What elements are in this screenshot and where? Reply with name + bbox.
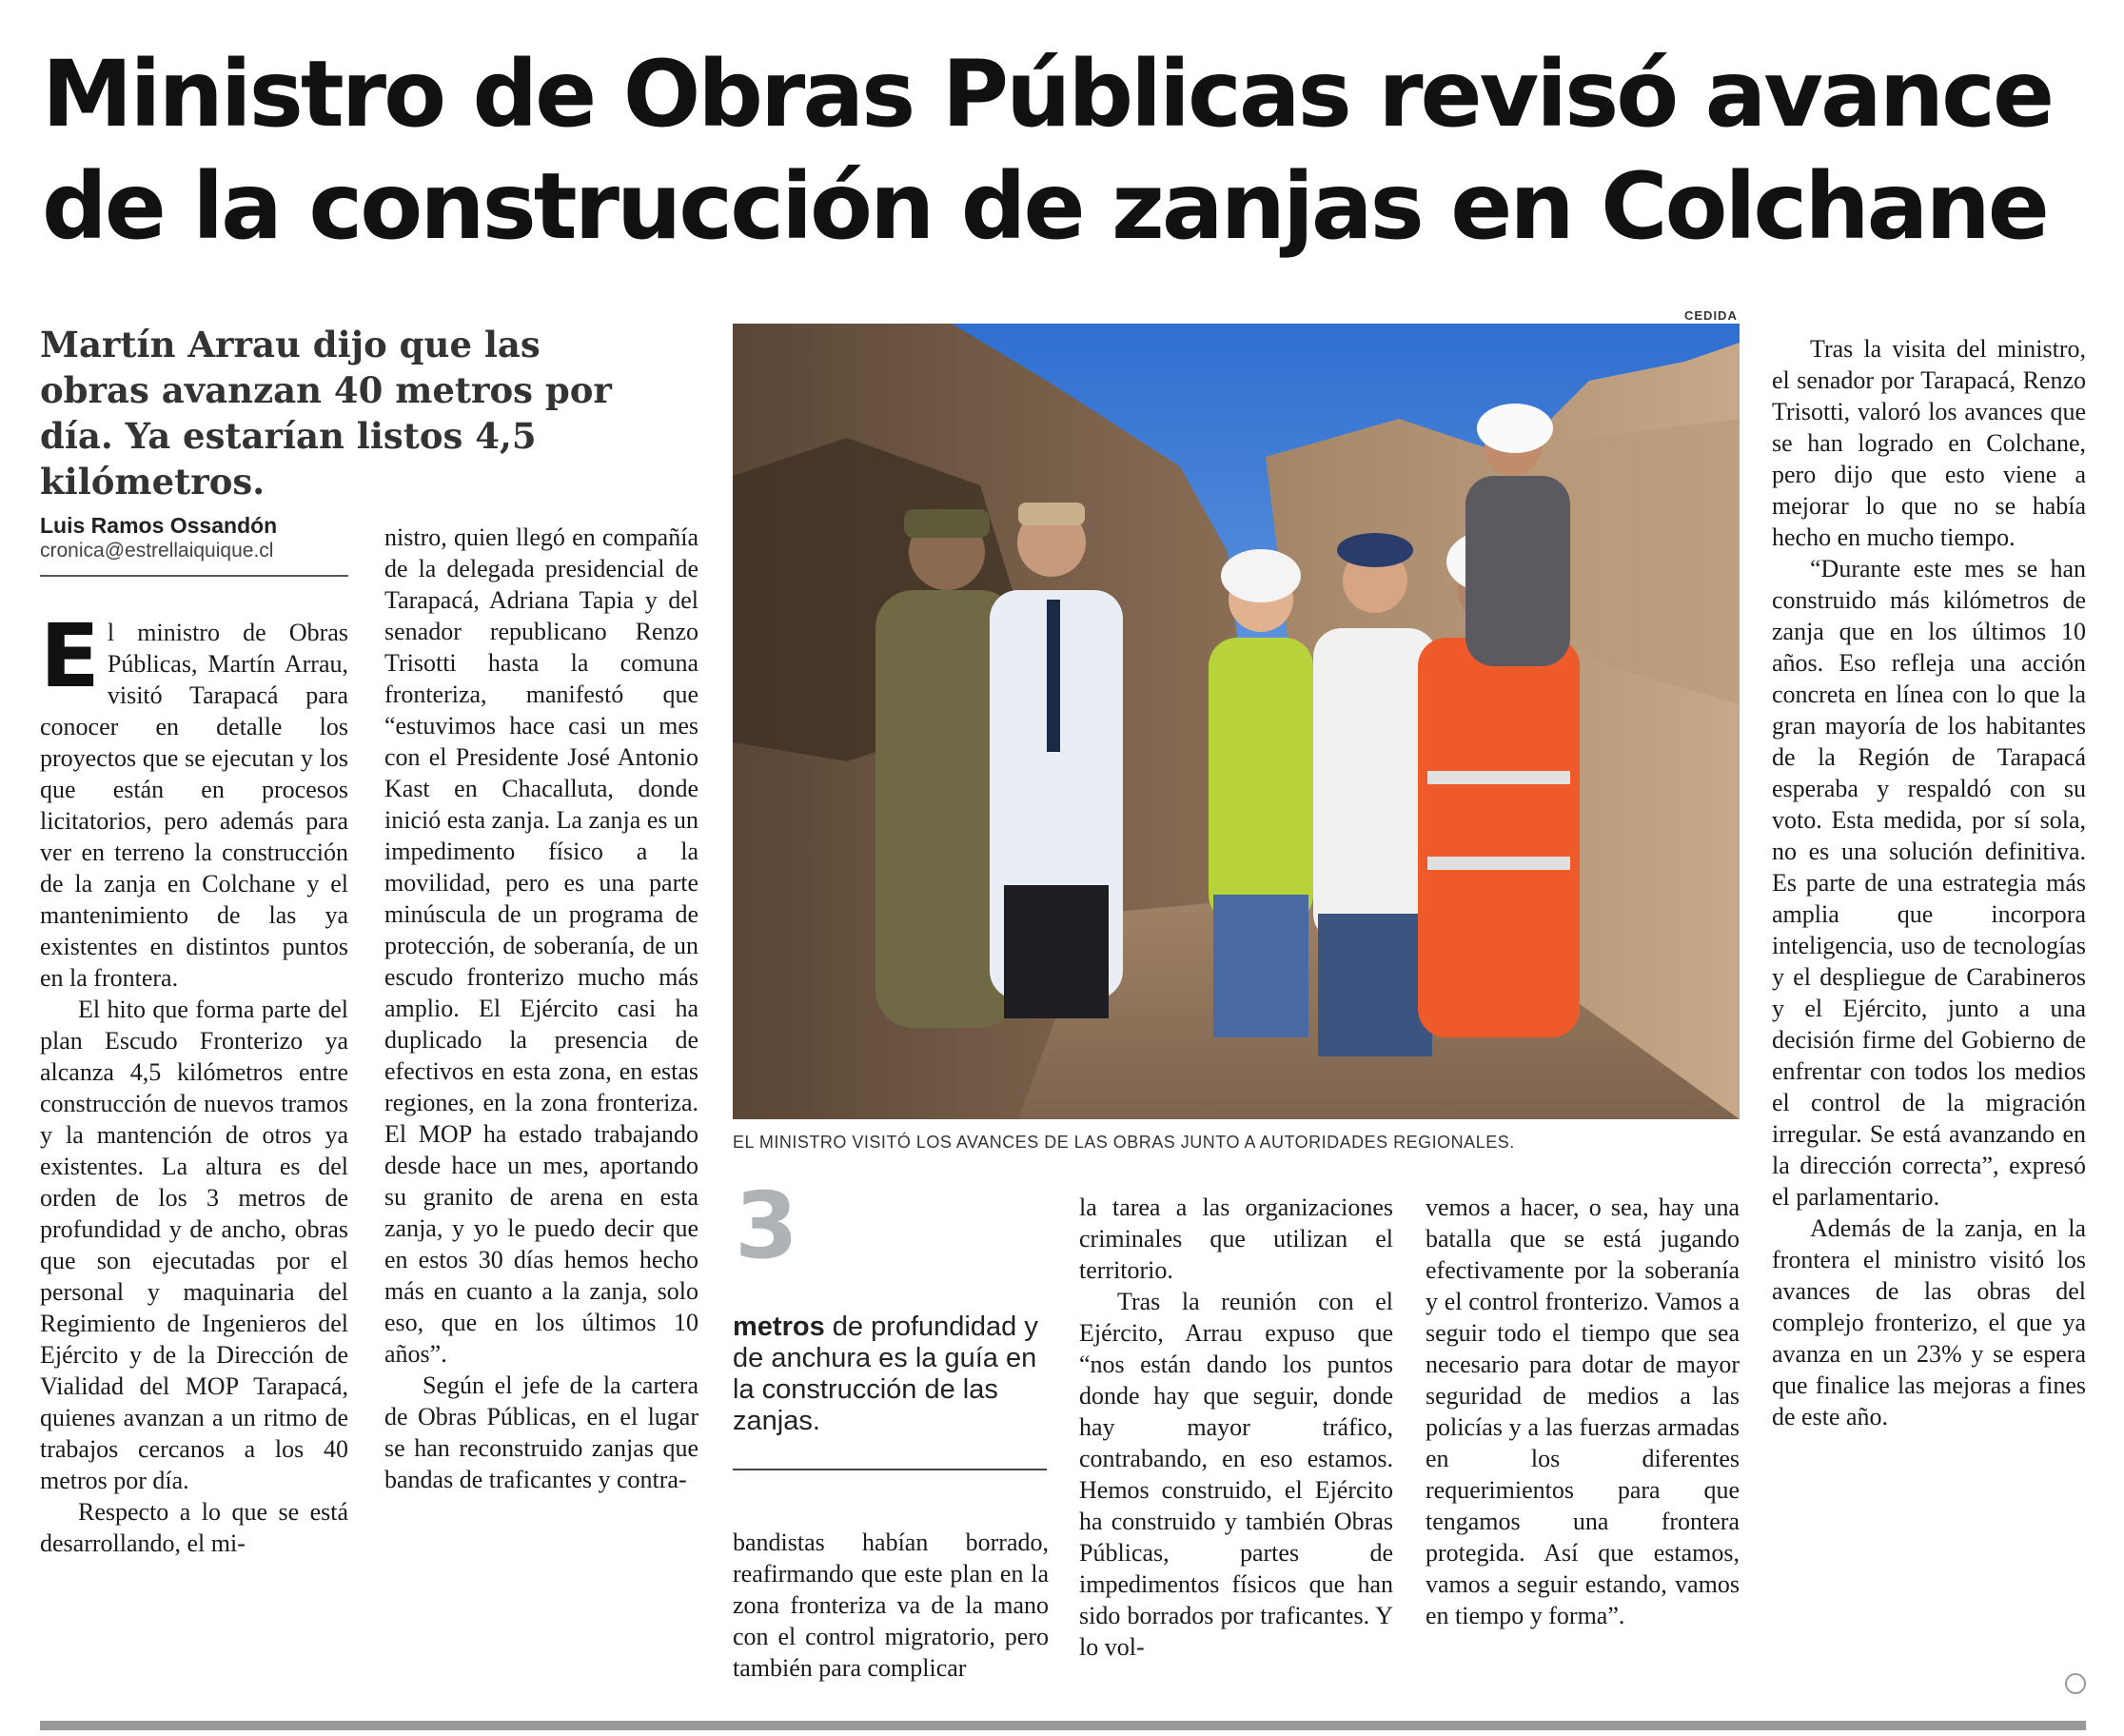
paragraph: Respecto a lo que se está desarrollando, el mi- <box>40 1498 348 1557</box>
paragraph: Tras la reunión con el Ejército, Arrau expuso que “nos están dando los puntos donde hay que seguir, donde hay mayor tráfico, contrabando, en eso estamos. Hemos construido, el Ejército ha construido y también Obras Públicas, partes de impedimentos físicos que han sido borrados por traficantes. Y lo vol- <box>1079 1288 1393 1661</box>
highlight-text <box>733 1312 1047 1437</box>
news-photo <box>733 324 1740 1119</box>
photo-caption: EL MINISTRO VISITÓ LOS AVANCES DE LAS OBRAS JUNTO A AUTORIDADES REGIONALES. <box>733 1133 1515 1152</box>
headline-line-2: de la construcción de zanjas en Colchane <box>42 153 2047 260</box>
paragraph: Según el jefe de la cartera de Obras Públicas, en el lugar se han reconstruido zanjas que bandas de traficantes y contra- <box>384 1371 698 1493</box>
bottom-bar <box>40 1721 2086 1730</box>
drop-cap: E <box>40 605 100 707</box>
paragraph: vemos a hacer, o sea, hay una batalla que se está jugando efectivamente por la soberanía y el control fronterizo. Vamos a seguir todo el tiempo que sea necesario para dotar de mayor seguridad de medios a las policías y a las fuerzas armadas en los diferentes requerimientos para que tengamos una frontera protegida. Así que estamos, vamos a seguir estando, vamos en tiempo y forma”. <box>1426 1194 1740 1629</box>
paragraph: “Durante este mes se han construido más kilómetros de zanja que en los últimos 10 años. Eso refleja una acción concreta en línea con lo que la gran mayoría de los habitantes de la Región de Tarapacá esperaba y respaldó con su voto. Esta medida, por sí sola, no es una solución definitiva. Es parte de una estrategia más amplia que incorpora inteligencia, uso de tecnologías y el despliegue de Carabineros y el Ejército, junto a una decisión firme del Gobierno de enfrentar con todos los medios el control de la migración irregular. Se está avanzando en la dirección correcta”, expresó el parlamentario. <box>1772 555 2086 1211</box>
highlight-body: de profundidad y de anchura es la guía en la construcción de las zanjas. <box>733 1312 1038 1436</box>
paragraph: nistro, quien llegó en compañía de la delegada presidencial de Tarapacá, Adriana Tapia y del senador republicano Renzo Trisotti hasta la comuna fronteriza, manifestó que “estuvimos hace casi un mes con el Presidente José Antonio Kast en Chacalluta, donde inició esta zanja. La zanja es un impedimento físico a la movilidad, pero es una parte minúscula de un programa de protección, de soberanía, de un escudo fronterizo mucho más amplio. El Ejército casi ha duplicado la presencia de efectivos en esta zona, en estas regiones, en la zona fronteriza. El MOP ha estado trabajando desde hace un mes, aportando su granito de arena en esta zanja, y yo le puedo decir que en estos 30 días hemos hecho más en cuanto a la zanja, solo eso, que en los últimos 10 años”. <box>384 523 698 1368</box>
paragraph: la tarea a las organizaciones criminales que utilizan el territorio. <box>1079 1194 1393 1284</box>
column-1 <box>40 605 348 1559</box>
column-3 <box>733 1527 1049 1684</box>
column-2 <box>384 522 698 1495</box>
column-4 <box>1079 1192 1393 1663</box>
headline-line-1: Ministro de Obras Públicas revisó avance <box>42 41 2053 148</box>
lede: Martín Arrau dijo que las obras avanzan 40 metros por día. Ya estarían listos 4,5 kilómetros. <box>40 324 612 503</box>
paragraph: Además de la zanja, en la frontera el ministro visitó los avances de las obras del complejo fronterizo, el que ya avanza en un 23% y se espera que finalice las mejoras a fines de este año. <box>1772 1214 2086 1430</box>
paragraph: El ministro de Obras Públicas, Martín Arrau, visitó Tarapacá para conocer en detalle los proyectos que se ejecutan y los que están en procesos licitatorios, pero además para ver en terreno la construcción de la zanja en Colchane y el mantenimiento de las ya existentes en distintos puntos en la frontera. <box>40 605 348 992</box>
column-5 <box>1426 1192 1740 1631</box>
highlight-strong: metros <box>733 1312 825 1342</box>
headline <box>42 38 2088 263</box>
paragraph: bandistas habían borrado, reafirmando que este plan en la zona fronteriza va de la mano con el control migratorio, pero también para complicar <box>733 1529 1049 1682</box>
paragraph: El hito que forma parte del plan Escudo Fronterizo ya alcanza 4,5 kilómetros entre construcción de nuevos tramos y la mantención de otros ya existentes. La altura es del orden de los 3 metros de profundidad y de ancho, obras que son ejecutadas por el personal y maquinaria del Regimiento de Ingenieros del Ejército y de la Dirección de Vialidad del MOP Tarapacá, quienes avanzan a un ritmo de trabajos cercanos a los 40 metros por día. <box>40 996 348 1494</box>
photo-credit: CEDIDA <box>1684 308 1738 323</box>
paragraph: Tras la visita del ministro, el senador por Tarapacá, Renzo Trisotti, valoró los avances que se han logrado en Colchane, pero dijo que esto viene a mejorar lo que no se había hecho en mucho tiempo. <box>1772 335 2086 551</box>
highlight-number: 3 <box>735 1173 798 1279</box>
highlight-divider <box>733 1469 1047 1470</box>
end-mark-icon <box>2065 1673 2086 1694</box>
byline-divider <box>40 575 348 577</box>
author-email[interactable]: cronica@estrellaiquique.cl <box>40 540 274 562</box>
author-name: Luis Ramos Ossandón <box>40 513 278 538</box>
byline <box>40 512 354 563</box>
column-6 <box>1772 333 2086 1432</box>
